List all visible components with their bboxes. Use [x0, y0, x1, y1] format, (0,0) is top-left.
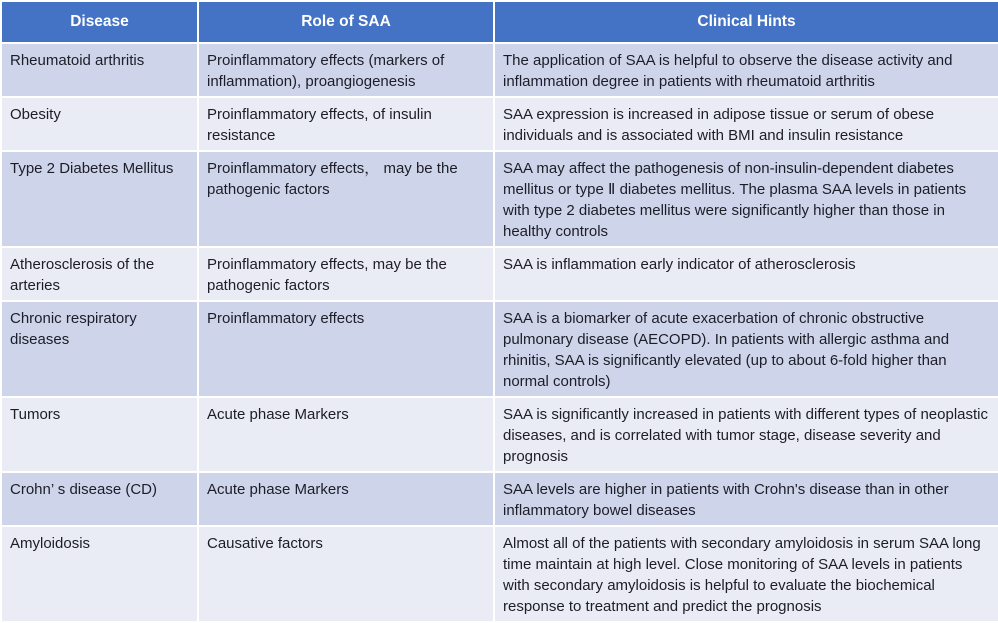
table-row [1, 397, 998, 472]
header-disease: Disease [1, 1, 198, 43]
disease-cell: Tumors [1, 397, 198, 472]
disease-cell: Atherosclerosis of the arteries [1, 247, 198, 301]
disease-cell: Rheumatoid arthritis [1, 43, 198, 97]
role-cell: Proinflammatory effects [198, 301, 494, 397]
role-cell: Acute phase Markers [198, 472, 494, 526]
table-body [1, 43, 998, 622]
table-header [1, 1, 998, 43]
role-cell: Proinflammatory effects, may be the pathogenic factors [198, 247, 494, 301]
table-row [1, 472, 998, 526]
disease-cell: Amyloidosis [1, 526, 198, 622]
table-row [1, 151, 998, 247]
header-role-of-saa: Role of SAA [198, 1, 494, 43]
hint-cell: SAA expression is increased in adipose tissue or serum of obese individuals and is associated with BMI and insulin resistance [494, 97, 998, 151]
header-clinical-hints: Clinical Hints [494, 1, 998, 43]
disease-cell: Obesity [1, 97, 198, 151]
role-cell: Acute phase Markers [198, 397, 494, 472]
table-row [1, 526, 998, 622]
table-row [1, 43, 998, 97]
role-cell: Proinflammatory effects, of insulin resistance [198, 97, 494, 151]
disease-cell: Type 2 Diabetes Mellitus [1, 151, 198, 247]
hint-cell: SAA levels are higher in patients with Crohn's disease than in other inflammatory bowel diseases [494, 472, 998, 526]
header-row [1, 1, 998, 43]
role-cell: Proinflammatory effects (markers of inflammation), proangiogenesis [198, 43, 494, 97]
hint-cell: Almost all of the patients with secondary amyloidosis in serum SAA long time maintain at high level. Close monitoring of SAA levels in patients with secondary amyloidosis is helpful to evaluate the biochemical response to treatment and predict the prognosis [494, 526, 998, 622]
hint-cell: SAA is significantly increased in patients with different types of neoplastic diseases, and is correlated with tumor stage, disease severity and prognosis [494, 397, 998, 472]
hint-cell: SAA is inflammation early indicator of atherosclerosis [494, 247, 998, 301]
hint-cell: SAA may affect the pathogenesis of non-insulin-dependent diabetes mellitus or type Ⅱ diabetes mellitus. The plasma SAA levels in patients with type 2 diabetes mellitus were significantly higher than those in healthy controls [494, 151, 998, 247]
hint-cell: The application of SAA is helpful to observe the disease activity and inflammation degree in patients with rheumatoid arthritis [494, 43, 998, 97]
table-row [1, 97, 998, 151]
role-cell: Proinflammatory effects， may be the pathogenic factors [198, 151, 494, 247]
table-row [1, 247, 998, 301]
role-cell: Causative factors [198, 526, 494, 622]
disease-cell: Chronic respiratory diseases [1, 301, 198, 397]
hint-cell: SAA is a biomarker of acute exacerbation of chronic obstructive pulmonary disease (AECOPD). In patients with allergic asthma and rhinitis, SAA is significantly elevated (up to about 6-fold higher than normal controls) [494, 301, 998, 397]
disease-cell: Crohn’ s disease (CD) [1, 472, 198, 526]
table-row [1, 301, 998, 397]
